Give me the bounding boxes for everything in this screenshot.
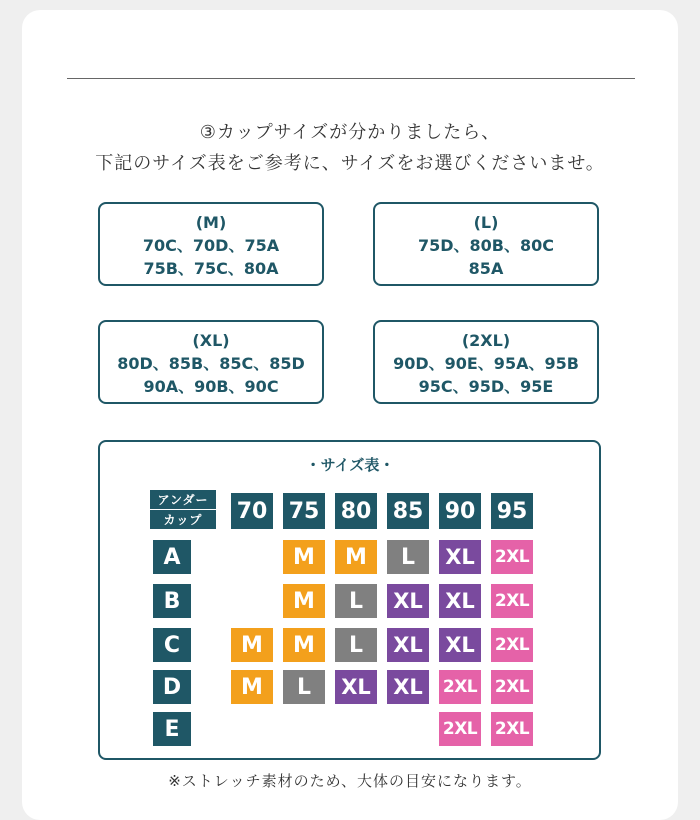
size-box-line: 85A — [468, 259, 504, 278]
size-cell: M — [335, 540, 377, 574]
size-box-title: (XL) — [192, 331, 230, 350]
size-box-m — [98, 202, 324, 286]
cup-size-label: D — [153, 670, 191, 704]
size-box-l — [373, 202, 599, 286]
size-box-title: (2XL) — [461, 331, 511, 350]
size-cell: 2XL — [439, 712, 481, 746]
divider-line — [67, 78, 635, 79]
size-cell: XL — [439, 628, 481, 662]
cup-size-label: E — [153, 712, 191, 746]
size-cell: L — [283, 670, 325, 704]
size-box-line: 75B、75C、80A — [143, 259, 279, 278]
size-cell: M — [283, 628, 325, 662]
size-cell: L — [335, 584, 377, 618]
size-cell: 2XL — [491, 628, 533, 662]
size-cell: 2XL — [491, 712, 533, 746]
size-cell: M — [231, 628, 273, 662]
size-cell: XL — [387, 584, 429, 618]
under-size-header: 95 — [491, 493, 533, 529]
size-cell: XL — [387, 628, 429, 662]
under-size-header: 90 — [439, 493, 481, 529]
cup-size-label: A — [153, 540, 191, 574]
intro-line-2: 下記のサイズ表をご参考に、サイズをお選びくださいませ。 — [95, 153, 605, 174]
size-cell: L — [335, 628, 377, 662]
cup-size-label: B — [153, 584, 191, 618]
size-cell: M — [231, 670, 273, 704]
under-size-header: 70 — [231, 493, 273, 529]
size-cell: XL — [439, 540, 481, 574]
size-cell: XL — [335, 670, 377, 704]
size-cell: 2XL — [491, 670, 533, 704]
size-box-line: 70C、70D、75A — [142, 236, 280, 255]
size-box-line: 80D、85B、85C、85D — [117, 354, 305, 373]
under-size-header: 85 — [387, 493, 429, 529]
size-cell: 2XL — [491, 584, 533, 618]
size-box-line: 90D、90E、95A、95B — [393, 354, 579, 373]
header-cup-label: カップ — [150, 510, 216, 529]
size-box-line: 90A、90B、90C — [143, 377, 279, 396]
size-cell: M — [283, 584, 325, 618]
size-box-line: 75D、80B、80C — [417, 236, 555, 255]
size-cell: XL — [439, 584, 481, 618]
size-table-title: ・サイズ表・ — [305, 456, 395, 474]
size-box-xl — [98, 320, 324, 404]
size-cell: L — [387, 540, 429, 574]
size-box-title: (M) — [195, 213, 227, 232]
size-cell: M — [283, 540, 325, 574]
cup-size-label: C — [153, 628, 191, 662]
intro-line-1: ③カップサイズが分かりましたら、 — [199, 122, 501, 143]
footnote: ※ストレッチ素材のため、大体の目安になります。 — [168, 772, 532, 790]
under-size-header: 80 — [335, 493, 377, 529]
size-box-2xl — [373, 320, 599, 404]
size-box-line: 95C、95D、95E — [418, 377, 554, 396]
size-cell: 2XL — [491, 540, 533, 574]
size-cell: XL — [387, 670, 429, 704]
header-under-label: アンダー — [150, 490, 216, 509]
size-cell: 2XL — [439, 670, 481, 704]
under-size-header: 75 — [283, 493, 325, 529]
size-box-title: (L) — [473, 213, 499, 232]
